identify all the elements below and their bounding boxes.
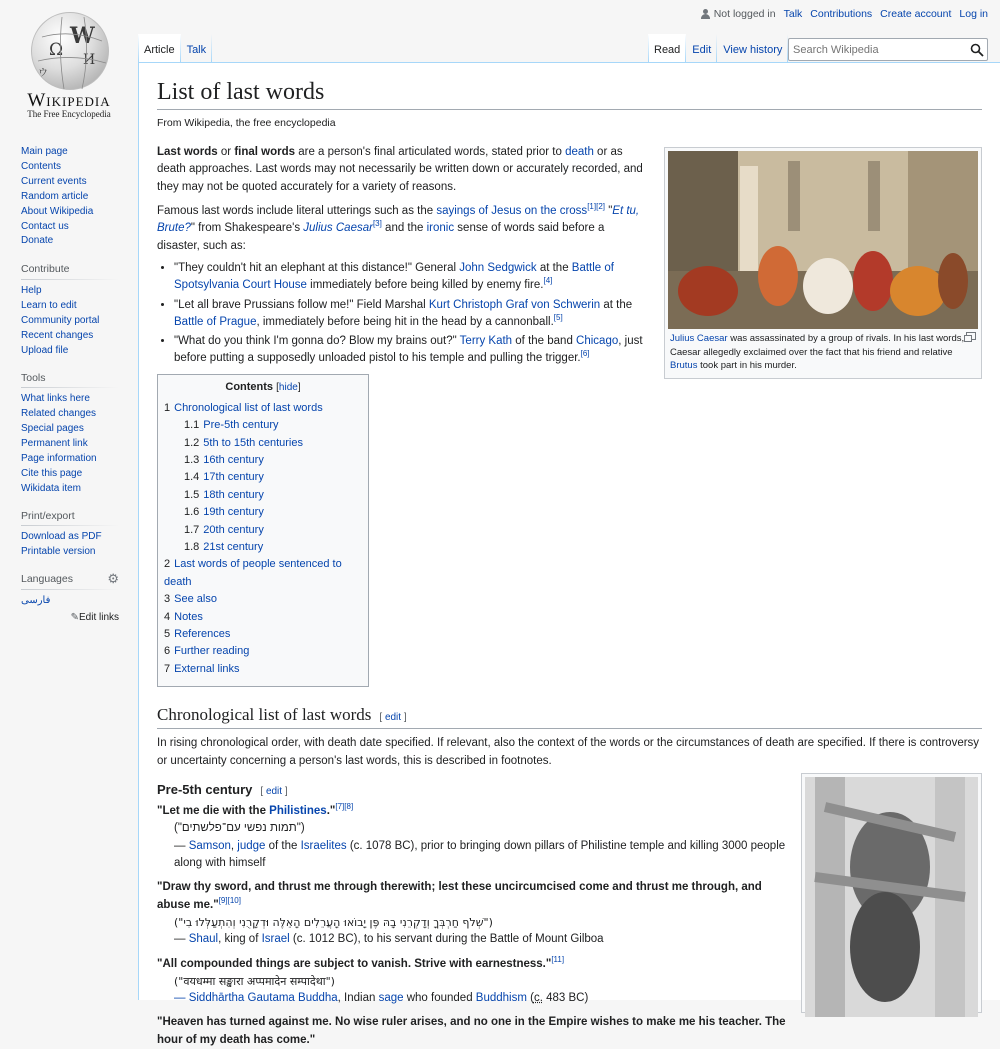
tab-read-label: Read (654, 44, 681, 56)
link-chicago[interactable]: Chicago (576, 335, 619, 348)
wikipedia-wordmark: Wikipedia (27, 90, 111, 111)
toc-item[interactable] (164, 626, 362, 643)
sidebar-item-random-article[interactable]: Random article (21, 190, 89, 202)
text: at the (536, 261, 572, 274)
sidebar-heading-contribute: Contribute (21, 262, 119, 280)
link-et-tu-brute[interactable]: Et tu, Brute? (157, 205, 640, 235)
toc-item[interactable] (164, 400, 362, 417)
tab-edit-label: Edit (692, 44, 712, 56)
link-israelites[interactable]: Israelites (300, 839, 347, 852)
text: "What do you think I'm gonna do? Blow my brains out?" (174, 335, 460, 348)
toc-number: 4 (164, 610, 171, 623)
text: 483 BC) (542, 992, 589, 1005)
text: , Indian (337, 992, 379, 1005)
toc-link[interactable]: Pre-5th century (203, 419, 279, 432)
quote-buddha (157, 956, 797, 973)
disaster-quote-list (174, 260, 645, 368)
toc-number: 1.1 (184, 419, 200, 432)
sidebar-item-related-changes[interactable]: Related changes (21, 408, 97, 420)
text: "They couldn't hit an elephant at this distance!" General (174, 261, 460, 274)
section-heading-pre5: Pre-5th century [ edit ] (157, 781, 288, 797)
caption-link-brutus[interactable]: Brutus (670, 360, 698, 371)
link-buddha[interactable]: Siddhārtha Gautama Buddha (188, 992, 338, 1005)
sidebar-languages (21, 572, 119, 623)
contributions-link[interactable]: Contributions (810, 8, 873, 20)
toc-link[interactable]: 18th century (203, 488, 264, 501)
list-item (174, 333, 645, 368)
text: are a person's final articulated words, stated prior to (295, 146, 566, 159)
sidebar-item-community-portal[interactable]: Community portal (21, 314, 100, 326)
table-of-contents (157, 374, 369, 688)
link-julius-caesar[interactable]: Julius Caesar (303, 222, 373, 235)
ref-6[interactable]: [6] (580, 349, 590, 359)
sidebar-item-permanent-link[interactable]: Permanent link (21, 437, 88, 449)
link-death[interactable]: death (565, 146, 594, 159)
tab-article[interactable] (138, 34, 181, 62)
sidebar-item-upload-file[interactable]: Upload file (21, 344, 69, 356)
toc-link[interactable]: 19th century (203, 506, 264, 519)
toc-number: 1.2 (184, 436, 200, 449)
tab-read[interactable] (648, 34, 686, 62)
toc-item[interactable] (164, 591, 362, 608)
text: ( (526, 992, 534, 1005)
link-ironic[interactable]: ironic (426, 222, 455, 235)
text: or (217, 146, 235, 159)
site-subtitle: From Wikipedia, the free encyclopedia (157, 117, 336, 130)
search-box (788, 38, 988, 61)
original-text: ("שְׁלֹף חַרְבְּךָ וְדָקְרֵנִי בָהּ פֶּן יָבוֹאוּ הָעֲרֵלִים הָאֵלֶּה וּדְקָרֻנִי וְהִתְעַלְּלוּ בִי") (174, 915, 493, 929)
toc-item[interactable] (184, 504, 362, 521)
namespace-tabs (138, 34, 212, 62)
sidebar-item-page-information[interactable]: Page information (21, 452, 97, 464)
ref-1[interactable]: [1] (587, 202, 597, 212)
toc-item[interactable] (164, 556, 362, 591)
text: Famous last words include literal utterings such as the (157, 205, 437, 218)
toc-title-text: Contents (225, 380, 274, 393)
sidebar-item-donate[interactable]: Donate (21, 235, 54, 247)
create-account-link[interactable]: Create account (880, 8, 952, 20)
main-content (138, 62, 1000, 1046)
toc-list (164, 400, 362, 679)
sidebar (0, 140, 138, 623)
tab-view-history-label: View history (723, 44, 783, 56)
text: , just before putting a supposedly unloaded pistol to his temple and pulling the trigger. (174, 335, 643, 365)
text: — (174, 933, 189, 946)
text: (c. 1078 BC), prior to bringing down pillars of Philistine temple and killing 3000 people along with himself (174, 839, 786, 870)
quote-text: "Let me die with the (157, 805, 270, 818)
tab-view-history[interactable] (717, 34, 788, 62)
sidebar-heading-print: Print/export (21, 509, 119, 527)
toc-number: 1.5 (184, 488, 200, 501)
ref-2[interactable]: [2] (596, 202, 605, 212)
toc-number: 5 (164, 628, 171, 641)
article-intro (157, 144, 645, 368)
sidebar-item-cite-this-page[interactable]: Cite this page (21, 467, 83, 479)
thumbnail-samson (801, 773, 982, 1013)
link-sayings-of-jesus[interactable]: sayings of Jesus on the cross (436, 205, 588, 218)
text: of the band (512, 335, 577, 348)
user-icon (701, 9, 711, 19)
view-tabs (648, 34, 788, 62)
toc-item[interactable] (164, 661, 362, 678)
samson-shapes (805, 777, 978, 1017)
toc-link[interactable]: Last words of people sentenced to death (164, 558, 342, 588)
tab-talk[interactable] (181, 34, 213, 62)
caption-text: was assassinated by a group of rivals. In his last words, Caesar allegedly exclaimed over the fact that his friend and relative (670, 333, 965, 358)
sidebar-heading-languages (21, 572, 119, 590)
link-samson[interactable]: Samson (188, 839, 231, 852)
toc-link[interactable]: 21st century (203, 541, 264, 553)
toc-number: 7 (164, 662, 171, 675)
ref-7[interactable]: [7] (335, 802, 345, 812)
original-text: ("वयधम्मा सङ्खारा अप्पमादेन सम्पादेथा") (174, 974, 335, 988)
text: , king of (218, 933, 262, 946)
toc-number: 3 (164, 593, 171, 606)
sidebar-item-contents[interactable]: Contents (21, 160, 62, 172)
samson-image[interactable] (805, 777, 978, 1017)
sidebar-item-learn-to-edit[interactable]: Learn to edit (21, 299, 77, 311)
sidebar-tools (21, 371, 119, 497)
wikipedia-logo[interactable] (0, 0, 138, 130)
toc-item[interactable] (184, 539, 362, 556)
search-icon[interactable] (970, 43, 984, 57)
pencil-icon: ✎ (70, 611, 79, 623)
toc-number: 1.7 (184, 523, 200, 536)
toc-link[interactable]: 20th century (203, 523, 264, 536)
toc-link[interactable]: 5th to 15th centuries (203, 436, 303, 449)
gear-icon[interactable]: ⚙ (107, 571, 119, 587)
thumbnail-caption (668, 329, 978, 375)
toc-number: 2 (164, 558, 171, 571)
puzzle-lines (32, 13, 110, 91)
ref-10[interactable]: [10] (227, 895, 241, 905)
toc-number: 1.3 (184, 453, 200, 466)
wikipedia-tagline: The Free Encyclopedia (27, 109, 111, 119)
text: — (174, 992, 189, 1005)
toc-item[interactable] (184, 452, 362, 469)
text: " (605, 205, 613, 218)
ref-5[interactable]: [5] (553, 313, 563, 323)
toc-number: 1 (164, 401, 171, 414)
section-title: Pre-5th century (157, 781, 253, 797)
section-edit-link[interactable]: edit (384, 712, 402, 724)
link-battle-spotsylvania[interactable]: Battle of Spotsylvania Court House (174, 261, 614, 292)
sidebar-item-recent-changes[interactable]: Recent changes (21, 329, 94, 341)
link-kurt-schwerin[interactable]: Kurt Christoph Graf von Schwerin (428, 298, 601, 311)
puzzle-glyph: Ω (49, 40, 64, 60)
ref-9[interactable]: [9] (218, 895, 228, 905)
not-logged-in-label: Not logged in (713, 8, 776, 20)
puzzle-glyph: W (70, 23, 95, 49)
link-sage[interactable]: sage (378, 992, 404, 1005)
thumbnail-caesar (664, 147, 982, 379)
intro-paragraph-1 (157, 144, 645, 196)
attribution (174, 931, 797, 948)
pre5-quotes (157, 803, 797, 1049)
toc-item[interactable] (184, 469, 362, 486)
original-text: ("תמות נפשי עם־פלשתים") (174, 822, 305, 835)
sidebar-print-export (21, 509, 119, 561)
edit-links-label[interactable]: Edit links (78, 611, 119, 623)
text: — (174, 839, 189, 852)
toc-link[interactable]: 17th century (203, 471, 264, 484)
search-input[interactable] (789, 39, 965, 60)
painting-shapes (668, 151, 978, 329)
link-john-sedgwick[interactable]: John Sedgwick (459, 261, 537, 274)
ref-3[interactable]: [3] (372, 219, 382, 229)
quote-confucius: "Heaven has turned against me. No wise ruler arises, and no one in the Empire wishes to make me his teacher. The hour of my death has come." (157, 1016, 786, 1046)
bold-term: Last words (157, 146, 218, 159)
section-title: Chronological list of last words (157, 705, 372, 725)
attribution (174, 990, 797, 1007)
text: who founded (403, 992, 476, 1005)
link-shaul[interactable]: Shaul (188, 933, 219, 946)
toc-number: 1.4 (184, 471, 200, 484)
not-logged-in (701, 8, 776, 20)
section-edit-link[interactable]: edit (265, 785, 283, 797)
text: sense of words said before a disaster, such as: (157, 222, 605, 252)
sidebar-item-what-links-here[interactable]: What links here (21, 393, 90, 405)
text: (c. 1012 BC), to his servant during the Battle of Mount Gilboa (289, 933, 604, 946)
text: and the (381, 222, 427, 235)
intro-paragraph-2 (157, 203, 645, 255)
link-buddhism[interactable]: Buddhism (475, 992, 527, 1005)
toc-number: 1.8 (184, 541, 200, 553)
caesar-assassination-image[interactable] (668, 151, 978, 329)
edit-links[interactable] (21, 612, 119, 623)
text: of the (265, 839, 301, 852)
quote-shaul (157, 879, 797, 914)
sidebar-item-printable-version[interactable]: Printable version (21, 546, 96, 558)
link-terry-kath[interactable]: Terry Kath (459, 335, 513, 348)
toc-item[interactable] (164, 609, 362, 626)
toc-number: 6 (164, 645, 171, 658)
caption-text: took part in his murder. (697, 360, 797, 371)
sidebar-item-contact[interactable]: Contact us (21, 220, 69, 232)
sidebar-item-about[interactable]: About Wikipedia (21, 205, 94, 217)
text: immediately before being killed by enemy fire. (306, 279, 544, 292)
quote-samson (157, 803, 797, 820)
toc-link[interactable]: 16th century (203, 453, 264, 466)
ref-8[interactable]: [8] (344, 802, 354, 812)
magnify-icon[interactable] (966, 332, 976, 340)
list-item (174, 297, 645, 332)
toc-link[interactable]: Notes (174, 610, 203, 623)
toc-number: 1.6 (184, 506, 200, 519)
sidebar-item-special-pages[interactable]: Special pages (21, 423, 84, 435)
section-intro: In rising chronological order, with death date specified. If relevant, also the context of the words or the circumstances of death are specified. If there is controversy or uncertainty concerning a person's last words, this is described in footnotes. (157, 737, 980, 767)
ref-4[interactable]: [4] (543, 276, 553, 286)
text: " from Shakespeare's (190, 222, 304, 235)
ref-11[interactable]: [11] (551, 954, 565, 964)
wikipedia-globe-logo (31, 12, 109, 90)
circa-abbr: c. (533, 992, 543, 1005)
toc-item[interactable] (184, 522, 362, 539)
sidebar-item-language-persian[interactable]: فارسی (21, 594, 51, 606)
toc-item[interactable] (164, 643, 362, 660)
sidebar-heading-tools: Tools (21, 371, 119, 389)
toc-link[interactable]: References (174, 628, 231, 641)
sidebar-item-download-pdf[interactable]: Download as PDF (21, 531, 102, 543)
puzzle-glyph: ウ (38, 68, 48, 79)
page-title: List of last words (157, 77, 982, 110)
link-philistines[interactable]: Philistines (269, 805, 327, 818)
sidebar-item-current-events[interactable]: Current events (21, 175, 87, 187)
talk-link[interactable]: Talk (783, 8, 803, 20)
text: , (230, 839, 238, 852)
toc-link[interactable]: Chronological list of last words (174, 401, 323, 414)
quote-text: "All compounded things are subject to vanish. Strive with earnestness." (157, 957, 552, 970)
toc-link[interactable]: See also (174, 593, 217, 606)
text: , immediately before being hit in the head by a cannonball. (256, 315, 554, 328)
link-israel[interactable]: Israel (261, 933, 290, 946)
list-item (174, 260, 645, 295)
toc-item[interactable] (184, 435, 362, 452)
toc-title: Contents [hide] (225, 380, 301, 393)
quote-text: "Draw thy sword, and thrust me through therewith; lest these uncircumcised come and thrust me through, and abuse me." (157, 881, 762, 911)
languages-heading-text: Languages (21, 573, 73, 586)
puzzle-glyph: И (83, 52, 96, 68)
text: at the (600, 298, 633, 311)
log-in-link[interactable]: Log in (959, 8, 988, 20)
caption-link-julius-caesar[interactable]: Julius Caesar (670, 333, 728, 344)
sidebar-item-help[interactable]: Help (21, 285, 42, 297)
sidebar-contribute (21, 262, 119, 358)
link-judge[interactable]: judge (237, 839, 266, 852)
sidebar-item-wikidata-item[interactable]: Wikidata item (21, 482, 82, 494)
personal-tools (701, 8, 988, 20)
toc-item[interactable] (184, 417, 362, 434)
attribution (174, 838, 797, 873)
tab-article-label: Article (144, 44, 175, 56)
toc-link[interactable]: External links (174, 662, 240, 675)
link-battle-prague[interactable]: Battle of Prague (174, 315, 257, 328)
bold-term: final words (234, 146, 296, 159)
section-heading-chronological: Chronological list of last words [ edit ] (157, 704, 982, 729)
toc-item[interactable] (184, 487, 362, 504)
text: "Let all brave Prussians follow me!" Field Marshal (174, 298, 429, 311)
quote-text: ." (326, 805, 336, 818)
text: or as death approaches. Last words may not necessarily be written down or accurately recorded, and they may not be quoted accurately for a variety of reasons. (157, 146, 643, 193)
sidebar-item-main-page[interactable]: Main page (21, 146, 68, 157)
tab-edit[interactable] (686, 34, 717, 62)
toc-hide-button[interactable]: hide (278, 381, 298, 393)
sidebar-navigation (21, 145, 119, 249)
toc-link[interactable]: Further reading (174, 645, 250, 658)
tab-talk-label: Talk (186, 44, 207, 56)
